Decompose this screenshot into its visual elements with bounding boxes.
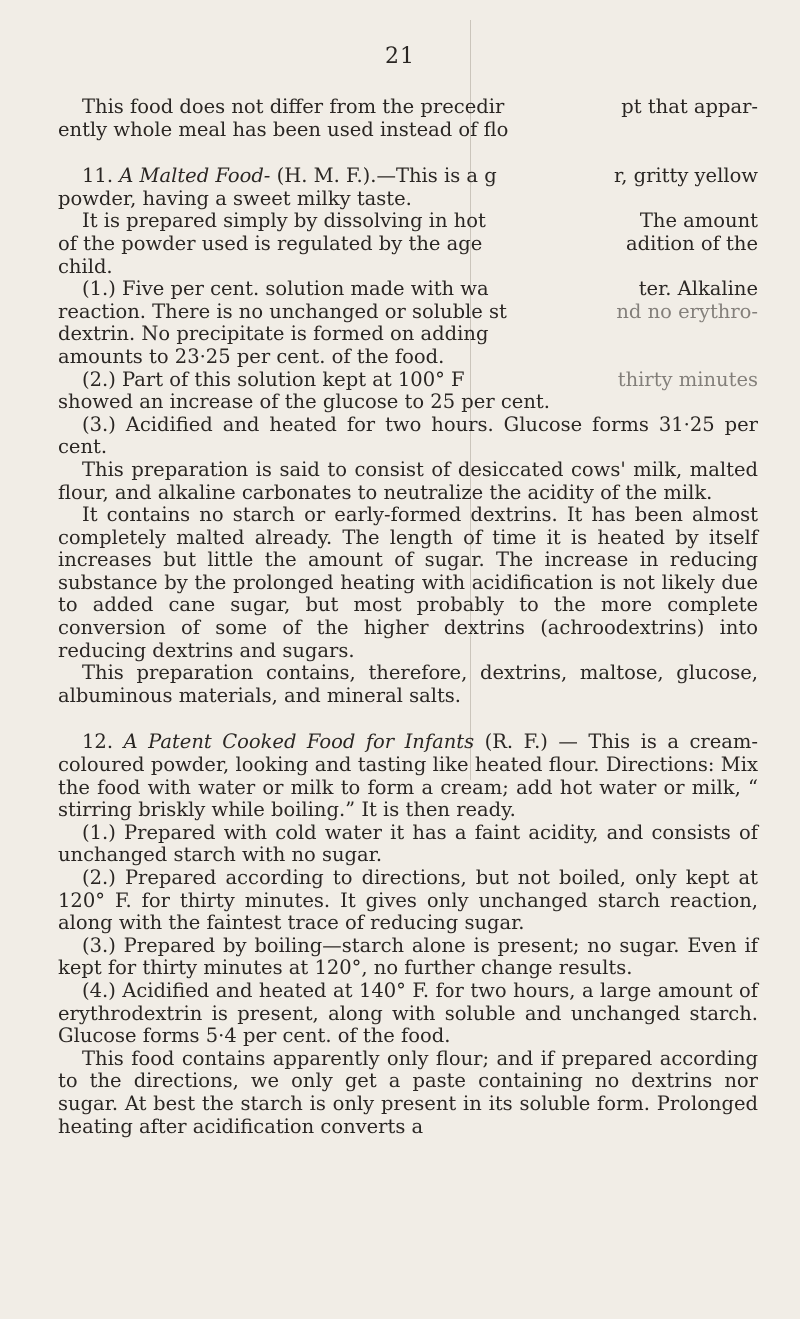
paragraph: (3.) Prepared by boiling—starch alone is present; no sugar. Even if kept for thirty minutes at 120°, no further change results. xyxy=(58,933,758,980)
line-left-fragment: dextrin. No precipitate is formed on adding xyxy=(58,322,489,346)
line-left-fragment: (2.) Part of this solution kept at 100° F xyxy=(82,367,465,391)
line-right-fragment: r, gritty yellow xyxy=(614,164,758,188)
line-right-fragment: pt that appar- xyxy=(621,95,758,118)
line-right-fragment: The amount xyxy=(639,209,758,233)
text-line xyxy=(58,119,758,142)
paragraph: This preparation is said to consist of desiccated cows' milk, malted flour, and alkaline carbonates to neutralize the acidity of the milk. xyxy=(58,457,758,504)
text-line xyxy=(58,346,758,369)
line-right-fragment: thirty minutes xyxy=(617,367,758,391)
paragraph: This preparation contains, therefore, dextrins, maltose, glucose, albuminous materials, and mineral salts. xyxy=(58,661,758,707)
text-line xyxy=(58,323,758,346)
text-line xyxy=(58,165,758,188)
section-11-title: A Malted Food- xyxy=(119,164,271,188)
paragraph: This food contains apparently only flour; and if prepared according to the directions, we only get a paste containing no dextrins nor sugar. At best the starch is only present in its soluble form. Prolonged heating after acidification converts a xyxy=(58,1046,758,1138)
line-left-fragment: (1.) Five per cent. solution made with wa xyxy=(82,277,489,301)
text-line xyxy=(58,256,758,279)
paragraph: showed an increase of the glucose to 25 per cent. xyxy=(58,390,550,414)
text-line xyxy=(58,301,758,324)
text-line xyxy=(58,278,758,301)
page-number: 21 xyxy=(385,44,415,69)
line-left-fragment: amounts to 23·25 per cent. of the food. xyxy=(58,344,445,368)
text-line xyxy=(58,233,758,256)
section-12-title: A Patent Cooked Food for Infants xyxy=(123,730,475,754)
section-11-heading: 11. A Malted Food- (H. M. F.).—This is a g xyxy=(82,164,497,188)
line-left-fragment: child. xyxy=(58,254,113,278)
line-left-fragment: powder, having a sweet milky taste. xyxy=(58,186,412,210)
text-line xyxy=(58,369,758,392)
paragraph: (3.) Acidified and heated for two hours. Glucose forms 31·25 per cent. xyxy=(58,412,758,459)
line-right-fragment: adition of the xyxy=(625,231,758,255)
body-text xyxy=(58,96,758,1138)
paragraph: It contains no starch or early-formed dextrins. It has been almost completely malted already. The length of time it is heated by itself increases but little the amount of sugar. The increase in reducing substance by the prolonged heating with acidification is not likely due to added cane sugar, but most probably to the more complete conversion of some of the higher dextrins (achroodextrins) into reducing dextrins and sugars. xyxy=(58,503,758,662)
paragraph: (2.) Prepared according to directions, but not boiled, only kept at 120° F. for thirty minutes. It gives only unchanged starch reaction, along with the faintest trace of reducing sugar. xyxy=(58,866,758,935)
text-line xyxy=(58,210,758,233)
line-left-fragment: It is prepared simply by dissolving in hot xyxy=(82,209,486,233)
text-line xyxy=(58,188,758,211)
paragraph: (4.) Acidified and heated at 140° F. for two hours, a large amount of erythrodextrin is present, along with soluble and unchanged starch. Glucose forms 5·4 per cent. of the food. xyxy=(58,978,758,1048)
section-12-heading: 12. A Patent Cooked Food for Infants (R. F.) — This is a cream-coloured powder, looking and tasting like heated flour. Directions: Mix the food with water or milk to form a cream; add hot water or milk, “ stirring briskly while boiling.” It is then ready. xyxy=(58,730,758,822)
line-left-fragment: of the powder used is regulated by the age xyxy=(58,231,483,255)
line-left-fragment: ently whole meal has been used instead of flo xyxy=(58,117,509,141)
line-right-fragment: nd no erythro- xyxy=(616,299,758,323)
paragraph: (1.) Prepared with cold water it has a faint acidity, and consists of unchanged starch with no sugar. xyxy=(58,820,758,867)
line-left-fragment: This food does not differ from the precedir xyxy=(82,95,505,118)
line-left-fragment: reaction. There is no unchanged or soluble st xyxy=(58,299,507,323)
text-line xyxy=(58,96,758,119)
line-right-fragment: ter. Alkaline xyxy=(638,277,758,301)
